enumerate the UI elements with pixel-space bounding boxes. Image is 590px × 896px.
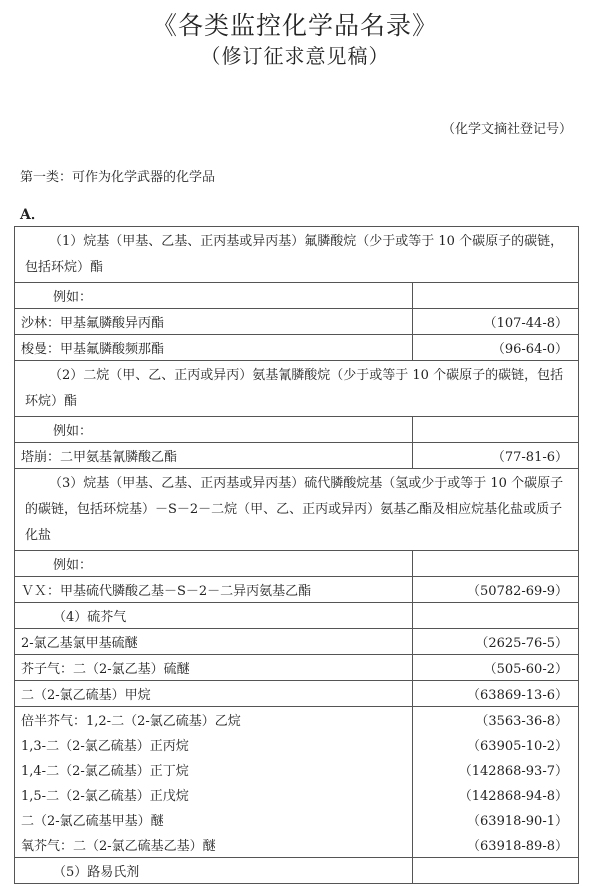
group-heading: （3）烷基（甲基、乙基、正丙基或异丙基）硫代膦酸烷基（氢或少于或等于 10 个碳原子的碳链，包括环烷基）－S－2－二烷（甲、乙、正丙或异丙）氨基乙酯及相应烷基化盐或质子化盐 — [15, 469, 579, 551]
table-row — [15, 551, 579, 577]
cas-number: （96-64-0） — [413, 335, 579, 361]
chemicals-table — [14, 226, 579, 884]
cas-number: （63918-90-1） — [413, 807, 579, 832]
table-row — [15, 807, 579, 832]
cas-number: （50782-69-9） — [413, 577, 579, 603]
chemical-name: 梭曼：甲基氟膦酸频那酯 — [15, 335, 413, 361]
table-row — [15, 681, 579, 707]
group-heading: （1）烷基（甲基、乙基、正丙基或异丙基）氟膦酸烷（少于或等于 10 个碳原子的碳链，包括环烷）酯 — [15, 227, 579, 283]
table-row — [15, 469, 579, 551]
example-label: 例如： — [15, 283, 413, 309]
registry-number-note: （化学文摘社登记号） — [441, 122, 572, 137]
table-row — [15, 335, 579, 361]
cas-number: （63869-13-6） — [413, 681, 579, 707]
table-row — [15, 443, 579, 469]
chemical-name: 1,3-二（2-氯乙硫基）正丙烷 — [15, 732, 413, 757]
table-row — [15, 655, 579, 681]
category-heading: 第一类：可作为化学武器的化学品 — [20, 170, 216, 185]
chemical-name: 芥子气：二（2-氯乙基）硫醚 — [15, 655, 413, 681]
chemical-name: 二（2-氯乙硫基甲基）醚 — [15, 807, 413, 832]
table-row — [15, 782, 579, 807]
cas-number: （77-81-6） — [413, 443, 579, 469]
chemical-name: 二（2-氯乙硫基）甲烷 — [15, 681, 413, 707]
table-row — [15, 227, 579, 283]
chemical-name: 1,5-二（2-氯乙硫基）正戊烷 — [15, 782, 413, 807]
chemical-name: ＶＸ：甲基硫代膦酸乙基－S－2－二异丙氨基乙酯 — [15, 577, 413, 603]
chemical-name: 塔崩：二甲氨基氰膦酸乙酯 — [15, 443, 413, 469]
cas-number: （107-44-8） — [413, 309, 579, 335]
table-row — [15, 732, 579, 757]
document-title: 《各类监控化学品名录》 — [151, 11, 438, 40]
table-row — [15, 629, 579, 655]
chemical-name: 沙林：甲基氟膦酸异丙酯 — [15, 309, 413, 335]
chemical-name: 1,4-二（2-氯乙硫基）正丁烷 — [15, 757, 413, 782]
table-row — [15, 309, 579, 335]
table-row — [15, 603, 579, 629]
group-heading: （2）二烷（甲、乙、正丙或异丙）氨基氰膦酸烷（少于或等于 10 个碳原子的碳链，包括环烷）酯 — [15, 361, 579, 417]
table-row — [15, 757, 579, 782]
table-row — [15, 707, 579, 733]
cas-number — [413, 603, 579, 629]
example-label: 例如： — [15, 551, 413, 577]
cas-number: （3563-36-8） — [413, 707, 579, 733]
cas-number — [413, 417, 579, 443]
group-heading: （5）路易氏剂 — [15, 858, 413, 884]
table-row — [15, 832, 579, 858]
table-row — [15, 283, 579, 309]
section-label: A． — [20, 207, 45, 223]
chemical-name: 氧芥气：二（2-氯乙硫基乙基）醚 — [15, 832, 413, 858]
example-label: 例如： — [15, 417, 413, 443]
document-subtitle: （修订征求意见稿） — [200, 44, 390, 68]
table-row — [15, 417, 579, 443]
cas-number — [413, 283, 579, 309]
chemical-name: 2-氯乙基氯甲基硫醚 — [15, 629, 413, 655]
cas-number — [413, 858, 579, 884]
cas-number: （2625-76-5） — [413, 629, 579, 655]
cas-number: （142868-94-8） — [413, 782, 579, 807]
cas-number: （505-60-2） — [413, 655, 579, 681]
group-heading: （4）硫芥气 — [15, 603, 413, 629]
cas-number: （63905-10-2） — [413, 732, 579, 757]
cas-number: （63918-89-8） — [413, 832, 579, 858]
table-row — [15, 577, 579, 603]
table-row — [15, 361, 579, 417]
chemical-name: 倍半芥气：1,2-二（2-氯乙硫基）乙烷 — [15, 707, 413, 733]
table-row — [15, 858, 579, 884]
cas-number: （142868-93-7） — [413, 757, 579, 782]
cas-number — [413, 551, 579, 577]
